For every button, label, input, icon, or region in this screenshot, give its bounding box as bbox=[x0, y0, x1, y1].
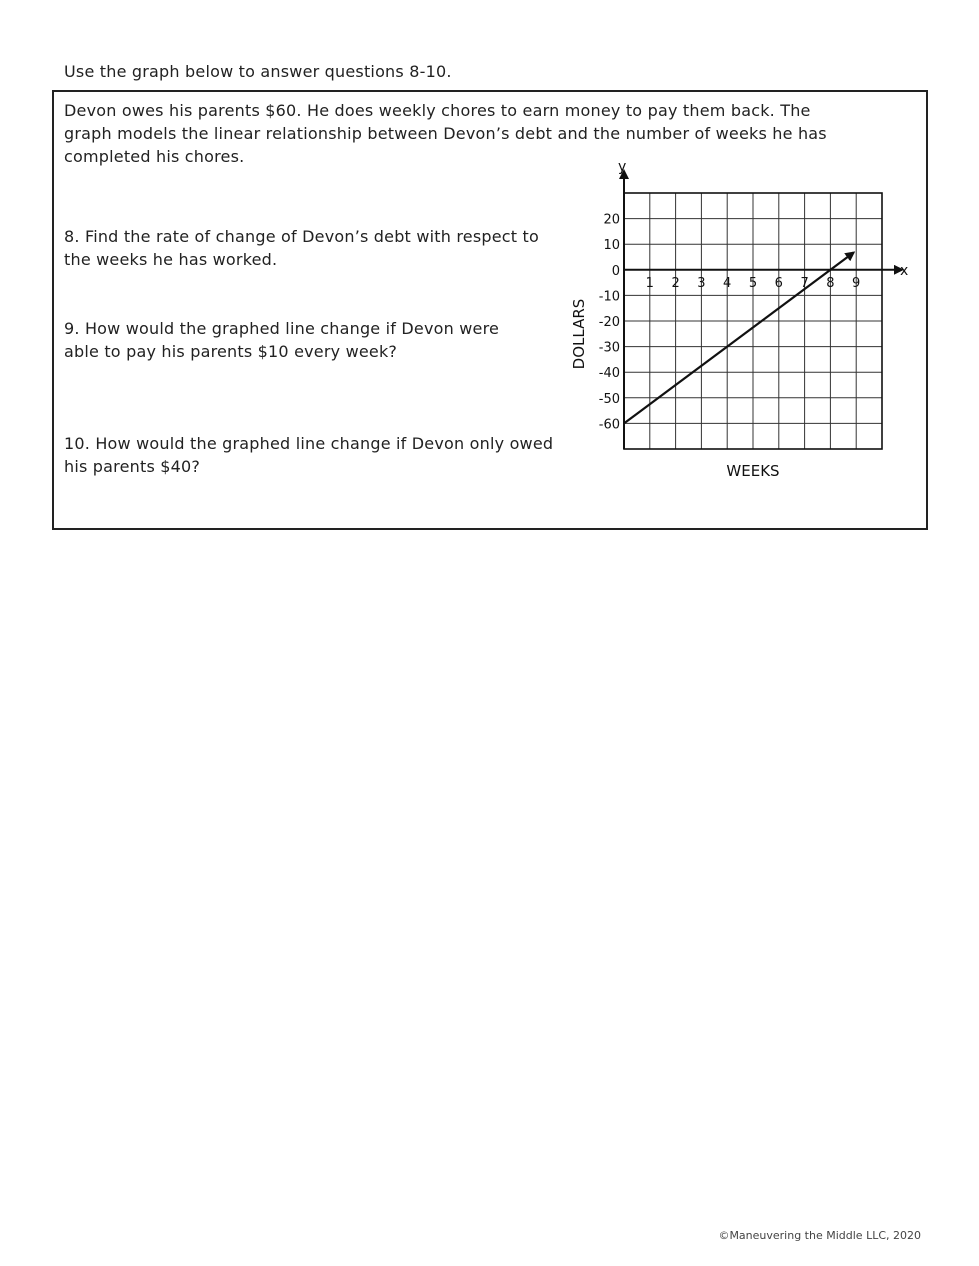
copyright-footer: ©Maneuvering the Middle LLC, 2020 bbox=[718, 1229, 921, 1242]
x-tick-label: 4 bbox=[723, 275, 732, 291]
y-axis-letter: y bbox=[618, 159, 627, 175]
question-10 bbox=[64, 432, 579, 478]
x-axis-title: WEEKS bbox=[726, 462, 780, 480]
intro-line-3: completed his chores. bbox=[64, 147, 245, 166]
y-tick-label: -60 bbox=[598, 417, 620, 433]
y-tick-label: 20 bbox=[603, 212, 620, 228]
y-tick-label: -20 bbox=[598, 315, 620, 330]
y-tick-label: -40 bbox=[598, 366, 620, 382]
x-tick-label: 5 bbox=[748, 275, 758, 291]
question-8 bbox=[64, 225, 574, 271]
question-10-line-1: 10. How would the graphed line change if Devon only owed bbox=[64, 434, 554, 453]
debt-graph bbox=[566, 158, 916, 488]
tick-labels bbox=[599, 213, 861, 433]
y-axis-title: DOLLARS bbox=[570, 298, 588, 370]
x-tick-label: 7 bbox=[800, 275, 809, 291]
question-9-line-2: able to pay his parents $10 every week? bbox=[64, 342, 398, 361]
x-tick-label: 2 bbox=[671, 275, 680, 291]
x-tick-label: 3 bbox=[697, 275, 706, 291]
y-tick-label: -10 bbox=[598, 289, 620, 305]
x-tick-label: 9 bbox=[852, 275, 861, 291]
x-tick-label: 8 bbox=[826, 275, 835, 291]
y-tick-label: -50 bbox=[598, 391, 620, 407]
y-tick-label: 0 bbox=[611, 263, 620, 279]
axes bbox=[624, 171, 902, 449]
intro-line-2: graph models the linear relationship between Devon’s debt and the number of weeks he has bbox=[64, 124, 827, 143]
instruction-text: Use the graph below to answer questions 8-10. bbox=[64, 62, 452, 81]
grid bbox=[624, 193, 882, 449]
question-9-line-1: 9. How would the graphed line change if Devon were bbox=[64, 319, 500, 338]
y-tick-label: 10 bbox=[603, 238, 620, 254]
question-8-line-2: the weeks he has worked. bbox=[64, 250, 278, 269]
question-9 bbox=[64, 317, 534, 363]
question-8-line-1: 8. Find the rate of change of Devon’s debt with respect to bbox=[64, 227, 539, 246]
intro-line-1: Devon owes his parents $60. He does weekly chores to earn money to pay them back. The bbox=[64, 101, 811, 120]
x-axis-letter: x bbox=[900, 262, 909, 279]
y-tick-label: -30 bbox=[598, 340, 620, 356]
x-tick-label: 6 bbox=[774, 275, 783, 291]
question-10-line-2: his parents $40? bbox=[64, 457, 201, 476]
problem-box bbox=[52, 90, 928, 530]
x-tick-label: 1 bbox=[645, 275, 654, 291]
